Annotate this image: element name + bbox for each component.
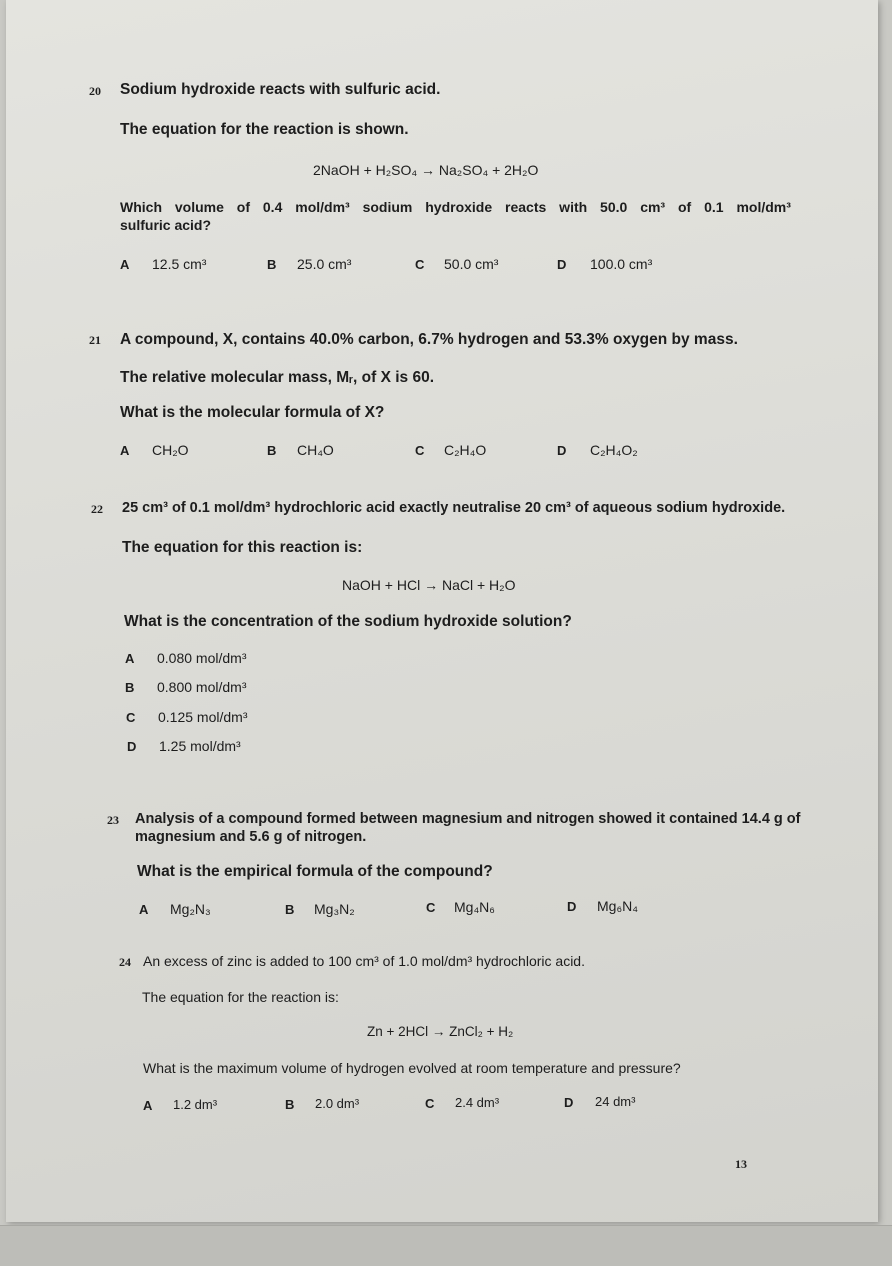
option-d-letter: D (557, 257, 567, 272)
option-d-letter: D (127, 739, 137, 754)
option-b-letter: B (285, 1097, 295, 1112)
option-d-letter: D (564, 1095, 574, 1110)
option-c-text[interactable]: Mg₄N₆ (454, 899, 495, 915)
option-d-text[interactable]: 100.0 cm³ (590, 256, 653, 272)
option-b-text[interactable]: Mg₃N₂ (314, 901, 355, 917)
chemical-equation: Zn + 2HCl → ZnCl₂ + H₂ (367, 1024, 514, 1039)
option-a-letter: A (143, 1098, 153, 1113)
option-c-letter: C (415, 257, 425, 272)
option-b-text[interactable]: CH₄O (297, 442, 334, 458)
option-a-text[interactable]: Mg₂N₃ (170, 901, 211, 917)
option-a-letter: A (139, 902, 149, 917)
option-c-letter: C (425, 1096, 435, 1111)
question-text-cont: sulfuric acid? (120, 217, 212, 233)
chemical-equation: NaOH + HCl → NaCl + H₂O (342, 577, 516, 593)
option-b-text[interactable]: 25.0 cm³ (297, 256, 352, 272)
option-d-text[interactable]: 24 dm³ (595, 1094, 636, 1109)
question-text: Which volume of 0.4 mol/dm³ sodium hydroxide reacts with 50.0 cm³ of 0.1 mol/dm³ (120, 199, 791, 215)
option-c-text[interactable]: C₂H₄O (444, 442, 487, 458)
question-text: What is the empirical formula of the compound? (137, 863, 493, 880)
option-c-letter: C (415, 443, 425, 458)
chemical-equation: 2NaOH + H₂SO₄ → Na₂SO₄ + 2H₂O (313, 162, 539, 178)
option-b-letter: B (267, 257, 277, 272)
option-c-text[interactable]: 2.4 dm³ (455, 1095, 500, 1110)
question-stem: Analysis of a compound formed between magnesium and nitrogen showed it contained 14.4 g of (135, 811, 801, 827)
question-stem-cont: magnesium and 5.6 g of nitrogen. (135, 829, 367, 845)
page-edge-background (0, 1225, 892, 1266)
page-number: 13 (735, 1157, 747, 1171)
option-b-letter: B (125, 680, 135, 695)
option-d-text[interactable]: 1.25 mol/dm³ (159, 738, 241, 754)
option-a-letter: A (120, 257, 130, 272)
option-d-text[interactable]: C₂H₄O₂ (590, 442, 638, 458)
question-text: What is the molecular formula of X? (120, 404, 385, 421)
question-number: 21 (89, 333, 101, 347)
option-d-text[interactable]: Mg₆N₄ (597, 898, 638, 914)
option-a-text[interactable]: 12.5 cm³ (152, 256, 207, 272)
question-number: 23 (107, 813, 119, 827)
option-c-letter: C (426, 900, 436, 915)
option-a-letter: A (120, 443, 130, 458)
option-a-text[interactable]: 0.080 mol/dm³ (157, 650, 247, 666)
question-text: What is the maximum volume of hydrogen evolved at room temperature and pressure? (143, 1060, 681, 1076)
question-text: What is the concentration of the sodium hydroxide solution? (124, 613, 572, 630)
question-intro: The equation for the reaction is: (142, 989, 339, 1005)
question-stem: An excess of zinc is added to 100 cm³ of 1.0 mol/dm³ hydrochloric acid. (143, 953, 585, 969)
question-number: 24 (119, 955, 131, 969)
question-intro: The equation for the reaction is shown. (120, 121, 409, 138)
option-c-text[interactable]: 50.0 cm³ (444, 256, 499, 272)
option-b-letter: B (267, 443, 277, 458)
option-b-letter: B (285, 902, 295, 917)
question-number: 22 (91, 502, 103, 516)
question-stem: 25 cm³ of 0.1 mol/dm³ hydrochloric acid exactly neutralise 20 cm³ of aqueous sodium hydroxide. (122, 500, 786, 516)
option-a-text[interactable]: CH₂O (152, 442, 189, 458)
question-stem: Sodium hydroxide reacts with sulfuric acid. (120, 81, 441, 98)
question-stem: A compound, X, contains 40.0% carbon, 6.7% hydrogen and 53.3% oxygen by mass. (120, 331, 738, 348)
option-a-text[interactable]: 1.2 dm³ (173, 1097, 218, 1112)
option-a-letter: A (125, 651, 135, 666)
question-intro: The relative molecular mass, Mᵣ, of X is 60. (120, 369, 435, 386)
option-c-text[interactable]: 0.125 mol/dm³ (158, 709, 248, 725)
option-d-letter: D (557, 443, 567, 458)
question-number: 20 (89, 84, 101, 98)
question-intro: The equation for this reaction is: (122, 539, 363, 556)
option-c-letter: C (126, 710, 136, 725)
option-d-letter: D (567, 899, 577, 914)
option-b-text[interactable]: 2.0 dm³ (315, 1096, 360, 1111)
option-b-text[interactable]: 0.800 mol/dm³ (157, 679, 247, 695)
